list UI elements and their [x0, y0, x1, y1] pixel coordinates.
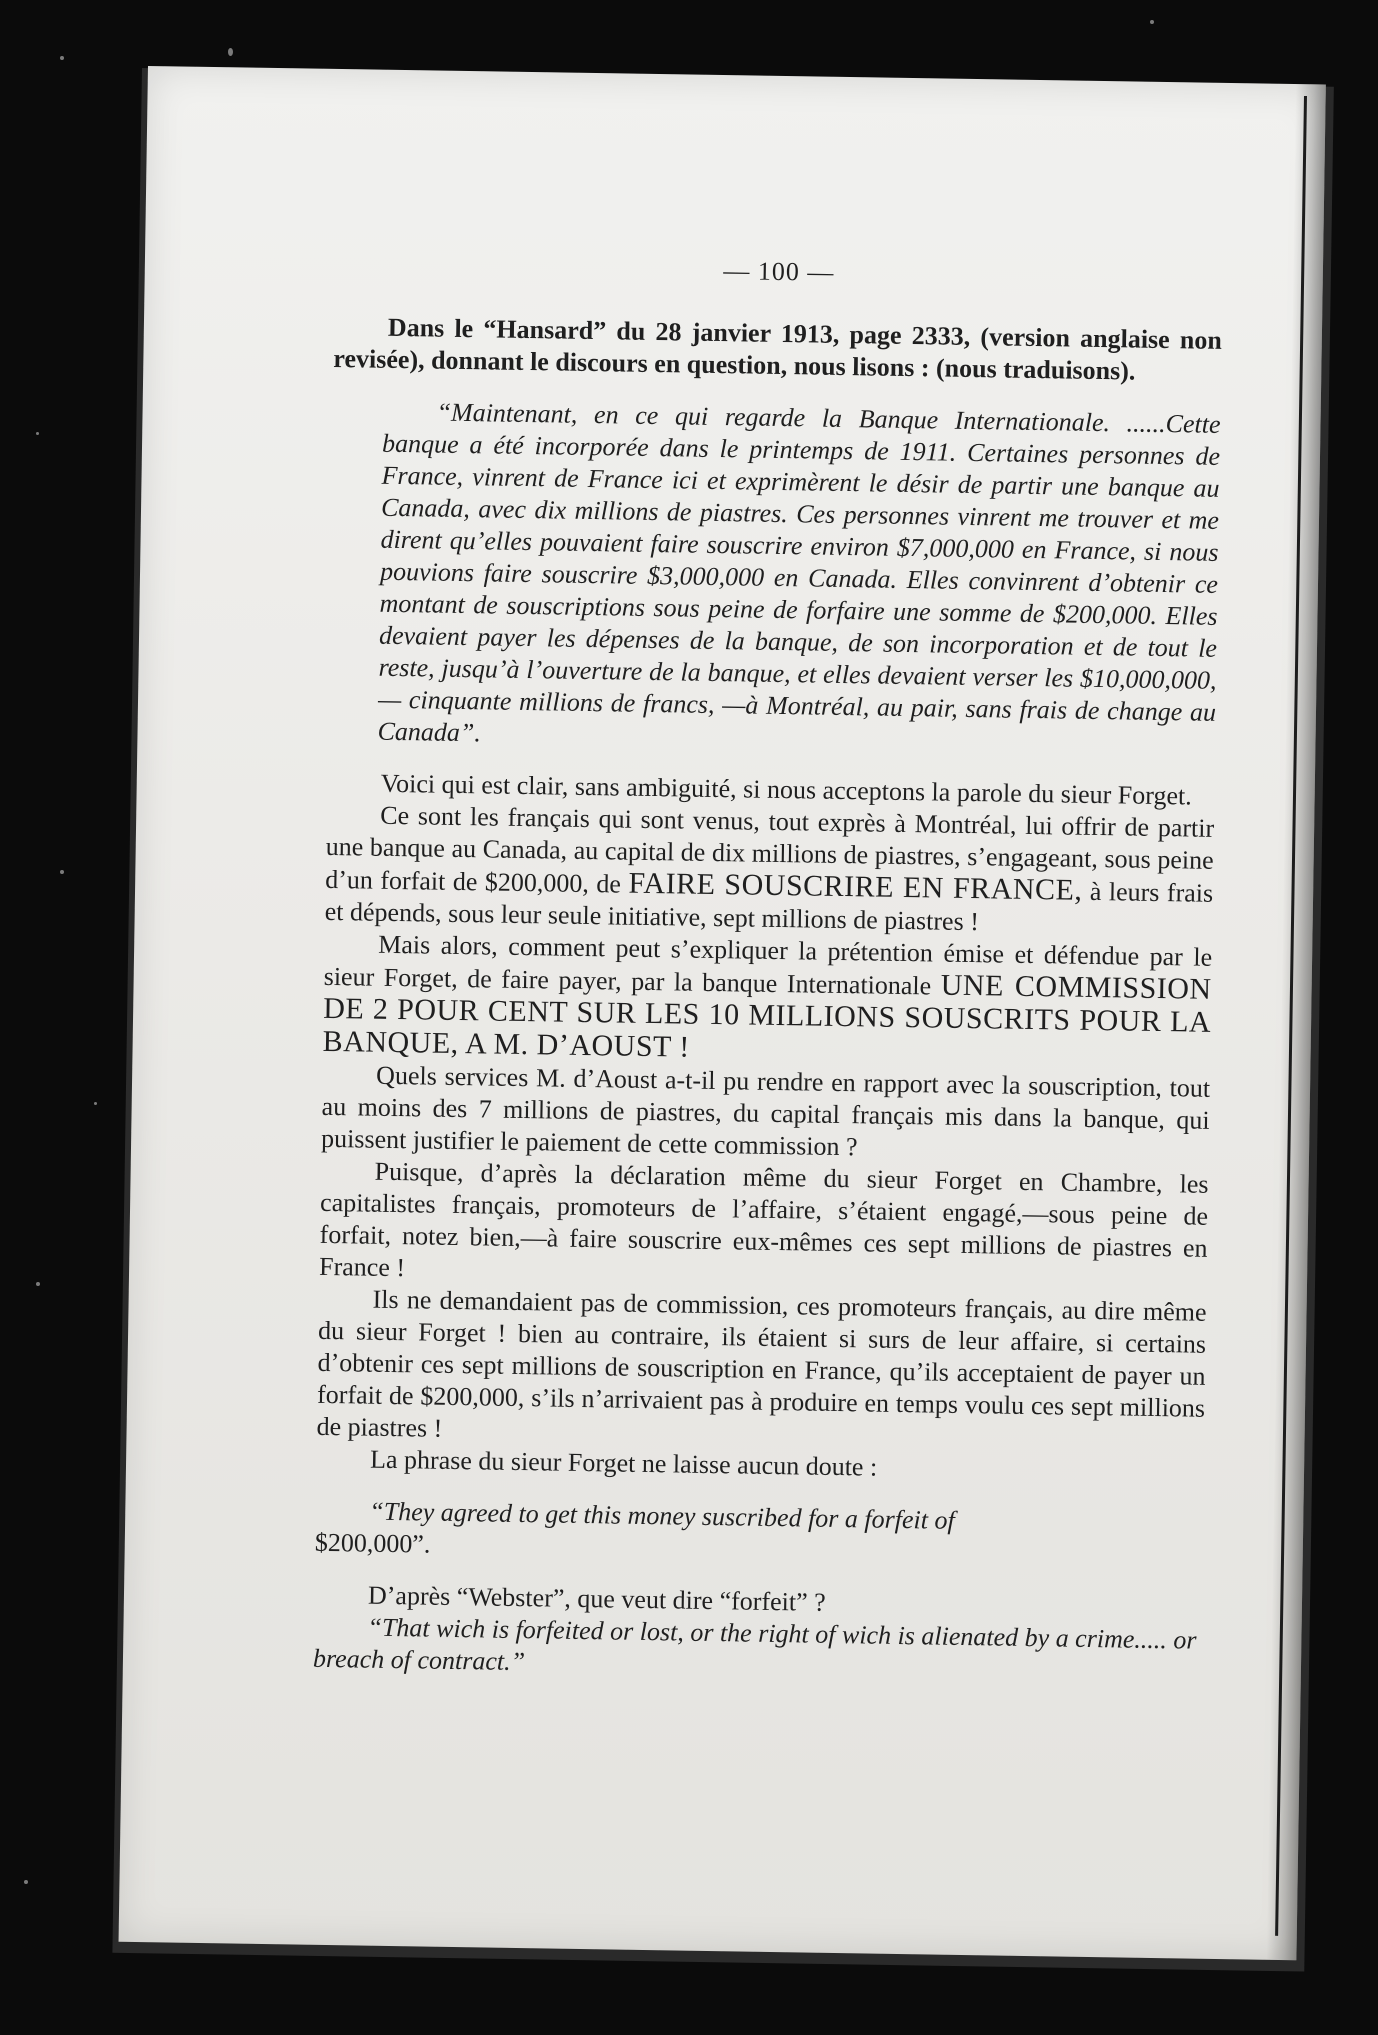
paragraph-commission	[322, 928, 1212, 1073]
speck	[36, 432, 39, 435]
quote-english	[315, 1495, 1204, 1573]
paragraph-declaration: Puisque, d’après la déclaration même du sieur Forget en Chambre, les capitalistes français, promoteurs de l’affaire, s’étaient engagé,—sous peine de forfait, notez bien,—à faire souscrire eux-mêmes ces sept millions de piastres en France !	[318, 1156, 1209, 1283]
speck	[60, 870, 64, 874]
page-number: — 100 —	[723, 256, 835, 287]
book-page	[119, 66, 1326, 1960]
paragraph-no-commission: Ils ne demandaient pas de commission, ces promoteurs français, au dire même du sieur Forget ! bien au contraire, ils étaient si surs de leur affaire, si certains d’obtenir ces sept millions de souscription en France, qu’ils acceptaient de payer un forfait de $200,000, s’ils n’arrivaient pas à produire en temps voulu ces sept millions de piastres !	[316, 1284, 1207, 1443]
quote-amount: $200,000”.	[314, 1527, 431, 1559]
paragraph-text: à leurs frais et dépends, sous leur seule initiative, sept millions de piastres !	[324, 876, 1214, 937]
paragraph-text: Ce sont les français qui sont venus, tout exprès à Montréal, lui offrir de partir une banque au Canada, au capital de dix millions de piastres, s’engageant, sous peine d’un forfait de $200,000, de	[325, 800, 1215, 899]
paragraph-phrase: La phrase du sieur Forget ne laisse aucun doute :	[369, 1444, 878, 1482]
quote-line: “They agreed to get this money suscribed for a forfeit of	[369, 1496, 955, 1535]
speck	[24, 1880, 28, 1884]
quote-webster-definition: “That wich is forfeited or lost, or the right of wich is alienated by a crime..... or breach of contract.”	[312, 1612, 1197, 1677]
paragraph-webster: D’après “Webster”, que veut dire “forfeit” ?	[367, 1580, 826, 1617]
speck	[60, 56, 64, 60]
emphasis-caps: FAIRE SOUSCRIRE EN FRANCE,	[628, 866, 1083, 907]
speck	[36, 1282, 40, 1286]
page-text	[313, 249, 1223, 1689]
speck	[94, 1102, 97, 1105]
paragraph-services: Quels services M. d’Aoust a-t-il pu rendre en rapport avec la souscription, tout au moins des 7 millions de piastres, du capital français mis dans la banque, qui puissent justifier le paiement de cette commission ?	[320, 1060, 1211, 1162]
quote-forget-speech: “Maintenant, en ce qui regarde la Banque Internationale. ......Cette banque a été incorporée dans le printemps de 1911. Certaines personnes de France, vinrent de France ici et exprimèrent le désir de partir une banque au Canada, avec dix millions de piastres. Ces personnes vinrent me trouver et me dirent qu’elles pouvaient faire souscrire environ $7,000,000 en France, si nous pouvions faire souscrire $3,000,000 en Canada. Elles convinrent d’obtenir ce montant de souscriptions sous peine de forfaire une somme de $200,000. Elles devaient payer les dépenses de la banque, de son incorporation et de tout le reste, jusqu’à l’ouverture de la banque, et elles devaient verser les $10,000,000, — cinquante millions de francs, —à Montréal, au pair, sans frais de change au Canada”.	[377, 397, 1221, 748]
speck	[228, 48, 233, 56]
paragraph-french-came	[324, 799, 1214, 942]
paragraph-text: Mais alors, comment peut s’expliquer la prétention émise et défendue par le sieur Forget, de faire payer, par la banque Internationale	[323, 929, 1213, 1001]
paragraph-clear: Voici qui est clair, sans ambiguité, si nous acceptons la parole du sieur Forget.	[380, 768, 1192, 811]
speck	[1150, 20, 1154, 24]
emphasis-caps: UNE COMMISSION DE 2 POUR CENT SUR LES 10 MILLIONS SOUSCRITS POUR LA BANQUE, A M. D’AOUST !	[322, 968, 1212, 1064]
paragraph-hansard-intro: Dans le “Hansard” du 28 janvier 1913, page 2333, (version anglaise non revisée), donnant le discours en question, nous lisons : (nous traduisons).	[333, 312, 1223, 386]
